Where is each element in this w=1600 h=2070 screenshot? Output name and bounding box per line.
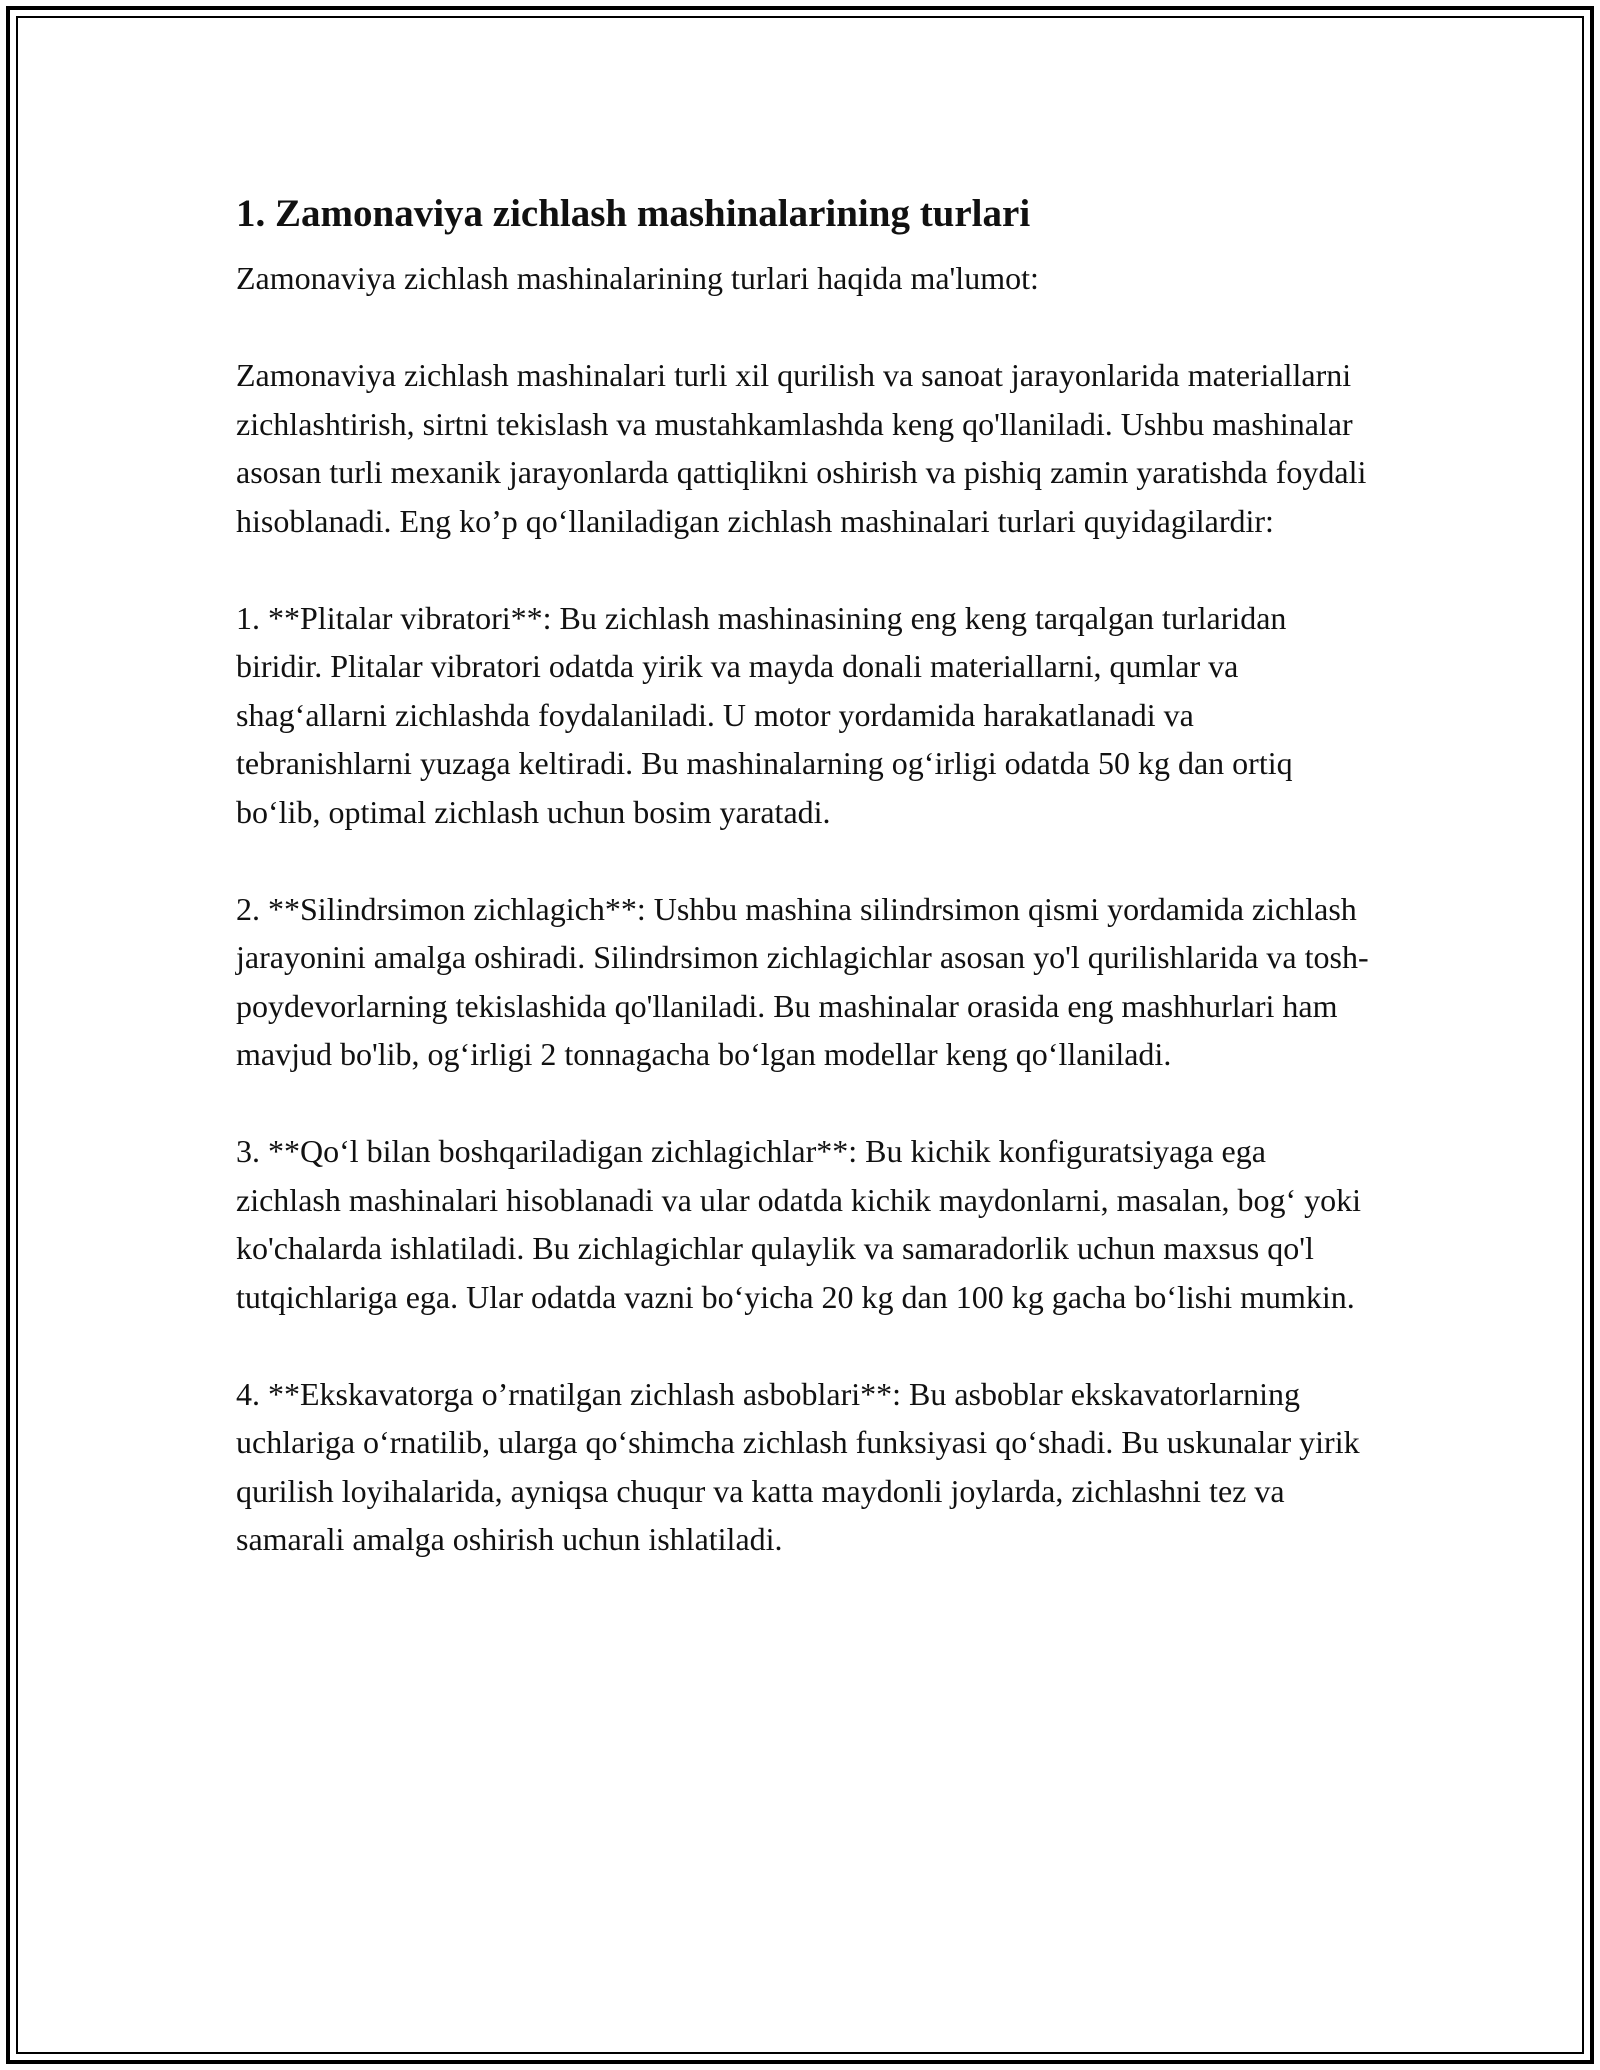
intro-paragraph: Zamonaviya zichlash mashinalarining turlari haqida ma'lumot: xyxy=(236,260,1039,296)
document-title: 1. Zamonaviya zichlash mashinalarining turlari xyxy=(236,192,1031,235)
list-item-cylinder-compactor: 2. **Silindrsimon zichlagich**: Ushbu mashina silindrsimon qismi yordamida zichlash jarayonini amalga oshiradi. Silindrsimon zichlagichlar asosan yo'l qurilishlarida va tosh-poydevorlarning tekislashida qo'llaniladi. Bu mashinalar orasida eng mashhurlari ham mavjud bo'lib, og‘irligi 2 tonnagacha bo‘lgan modellar keng qo‘llaniladi. xyxy=(236,890,1369,1072)
list-item-excavator-attachment: 4. **Ekskavatorga o’rnatilgan zichlash asboblari**: Bu asboblar ekskavatorlarning uchlariga o‘rnatilib, ularga qo‘shimcha zichlash funksiyasi qo‘shadi. Bu uskunalar yirik qurilish loyihalarida, ayniqsa chuqur va katta maydonli joylarda, zichlashni tez va samarali amalga oshirish uchun ishlatiladi. xyxy=(236,1375,1360,1557)
list-item-hand-compactor: 3. **Qo‘l bilan boshqariladigan zichlagichlar**: Bu kichik konfiguratsiyaga ega zichlash mashinalari hisoblanadi va ular odatda kichik maydonlarni, masalan, bog‘ yoki ko'chalarda ishlatiladi. Bu zichlagichlar qulaylik va samaradorlik uchun maxsus qo'l tutqichlariga ega. Ular odatda vazni bo‘yicha 20 kg dan 100 kg gacha bo‘lishi mumkin. xyxy=(236,1133,1362,1315)
overview-paragraph: Zamonaviya zichlash mashinalari turli xil qurilish va sanoat jarayonlarida materiallarni zichlashtirish, sirtni tekislash va mustahkamlashda keng qo'llaniladi. Ushbu mashinalar asosan turli mexanik jarayonlarda qattiqlikni oshirish va pishiq zamin yaratishda foydali hisoblanadi. Eng ko’p qo‘llaniladigan zichlash mashinalari turlari quyidagilardir: xyxy=(236,357,1367,539)
document-body xyxy=(236,188,1376,1612)
list-item-plate-vibrator: 1. **Plitalar vibratori**: Bu zichlash mashinasining eng keng tarqalgan turlaridan biridir. Plitalar vibratori odatda yirik va mayda donali materiallarni, qumlar va shag‘allarni zichlashda foydalaniladi. U motor yordamida harakatlanadi va tebranishlarni yuzaga keltiradi. Bu mashinalarning og‘irligi odatda 50 kg dan ortiq bo‘lib, optimal zichlash uchun bosim yaratadi. xyxy=(236,599,1293,830)
